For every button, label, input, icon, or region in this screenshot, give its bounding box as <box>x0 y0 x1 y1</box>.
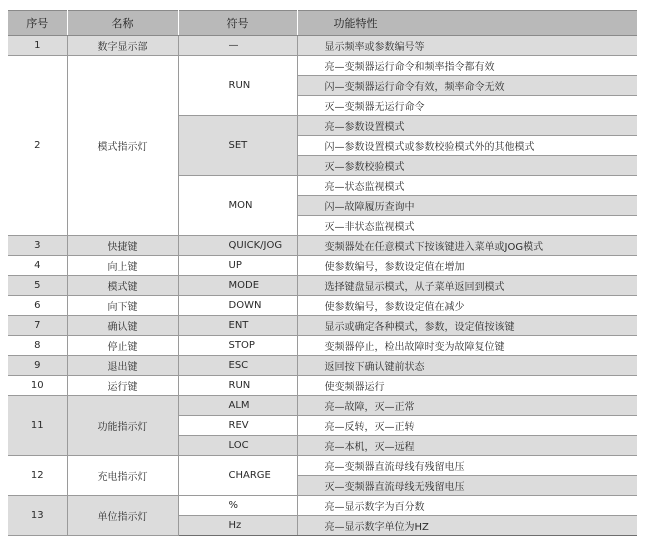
row-description: 变频器停止，检出故障时变为故障复位键 <box>297 336 637 356</box>
row-description: 亮—变频器直流母线有残留电压 <box>297 456 637 476</box>
row-name: 停止键 <box>67 336 178 356</box>
table-row <box>8 236 637 256</box>
table-row <box>8 356 637 376</box>
row-description: 闪—故障履历查询中 <box>297 196 637 216</box>
row-name: 确认键 <box>67 316 178 336</box>
header-number: 序号 <box>8 11 67 36</box>
row-symbol: MODE <box>178 276 297 296</box>
table-header-row <box>8 11 637 36</box>
table-row <box>8 36 637 56</box>
row-description: 灭—变频器无运行命令 <box>297 96 637 116</box>
row-name: 充电指示灯 <box>67 456 178 496</box>
row-name: 向下键 <box>67 296 178 316</box>
row-number: 5 <box>8 276 67 296</box>
row-symbol: — <box>178 36 297 56</box>
row-number: 1 <box>8 36 67 56</box>
row-number: 9 <box>8 356 67 376</box>
table-row <box>8 456 637 476</box>
row-name: 退出键 <box>67 356 178 376</box>
table-row <box>8 256 637 276</box>
row-symbol: % <box>178 496 297 516</box>
row-description: 灭—参数校验模式 <box>297 156 637 176</box>
row-description: 亮—显示数字单位为HZ <box>297 516 637 536</box>
row-name: 数字显示部 <box>67 36 178 56</box>
table-row <box>8 316 637 336</box>
row-symbol: MON <box>178 176 297 236</box>
row-symbol: RUN <box>178 56 297 116</box>
table-row <box>8 56 637 76</box>
row-name: 向上键 <box>67 256 178 276</box>
row-description: 亮—参数设置模式 <box>297 116 637 136</box>
row-symbol: Hz <box>178 516 297 536</box>
table-row <box>8 396 637 416</box>
row-symbol: UP <box>178 256 297 276</box>
row-description: 亮—显示数字为百分数 <box>297 496 637 516</box>
row-name: 模式键 <box>67 276 178 296</box>
row-number: 3 <box>8 236 67 256</box>
row-description: 使变频器运行 <box>297 376 637 396</box>
row-number: 13 <box>8 496 67 536</box>
row-name: 功能指示灯 <box>67 396 178 456</box>
row-description: 亮—状态监视模式 <box>297 176 637 196</box>
row-symbol: DOWN <box>178 296 297 316</box>
row-number: 12 <box>8 456 67 496</box>
table-row <box>8 336 637 356</box>
row-symbol: CHARGE <box>178 456 297 496</box>
row-description: 使参数编号，参数设定值在增加 <box>297 256 637 276</box>
row-description: 亮—故障，灭—正常 <box>297 396 637 416</box>
header-name: 名称 <box>67 11 178 36</box>
row-description: 选择键盘显示模式，从子菜单返回到模式 <box>297 276 637 296</box>
row-number: 7 <box>8 316 67 336</box>
function-table <box>8 10 637 536</box>
row-number: 11 <box>8 396 67 456</box>
row-number: 6 <box>8 296 67 316</box>
row-description: 返回按下确认键前状态 <box>297 356 637 376</box>
row-symbol: QUICK/JOG <box>178 236 297 256</box>
row-description: 灭—非状态监视模式 <box>297 216 637 236</box>
row-symbol: LOC <box>178 436 297 456</box>
row-number: 2 <box>8 56 67 236</box>
row-name: 单位指示灯 <box>67 496 178 536</box>
row-symbol: SET <box>178 116 297 176</box>
table-row <box>8 296 637 316</box>
row-description: 亮—本机，灭—远程 <box>297 436 637 456</box>
row-description: 显示频率或参数编号等 <box>297 36 637 56</box>
row-name: 运行键 <box>67 376 178 396</box>
row-description: 闪—变频器运行命令有效，频率命令无效 <box>297 76 637 96</box>
row-name: 快捷键 <box>67 236 178 256</box>
row-description: 闪—参数设置模式或参数校验模式外的其他模式 <box>297 136 637 156</box>
row-description: 显示或确定各种模式，参数，设定值按该键 <box>297 316 637 336</box>
row-symbol: ESC <box>178 356 297 376</box>
row-symbol: STOP <box>178 336 297 356</box>
row-symbol: ALM <box>178 396 297 416</box>
header-symbol: 符号 <box>178 11 297 36</box>
row-description: 使参数编号，参数设定值在减少 <box>297 296 637 316</box>
row-description: 灭—变频器直流母线无残留电压 <box>297 476 637 496</box>
table-row <box>8 276 637 296</box>
table-row <box>8 496 637 516</box>
row-symbol: ENT <box>178 316 297 336</box>
row-symbol: RUN <box>178 376 297 396</box>
row-number: 4 <box>8 256 67 276</box>
row-number: 10 <box>8 376 67 396</box>
row-description: 变频器处在任意模式下按该键进入菜单或JOG模式 <box>297 236 637 256</box>
row-description: 亮—变频器运行命令和频率指令都有效 <box>297 56 637 76</box>
row-symbol: REV <box>178 416 297 436</box>
table-row <box>8 376 637 396</box>
row-name: 模式指示灯 <box>67 56 178 236</box>
row-number: 8 <box>8 336 67 356</box>
row-description: 亮—反转，灭—正转 <box>297 416 637 436</box>
header-function: 功能特性 <box>297 11 637 36</box>
